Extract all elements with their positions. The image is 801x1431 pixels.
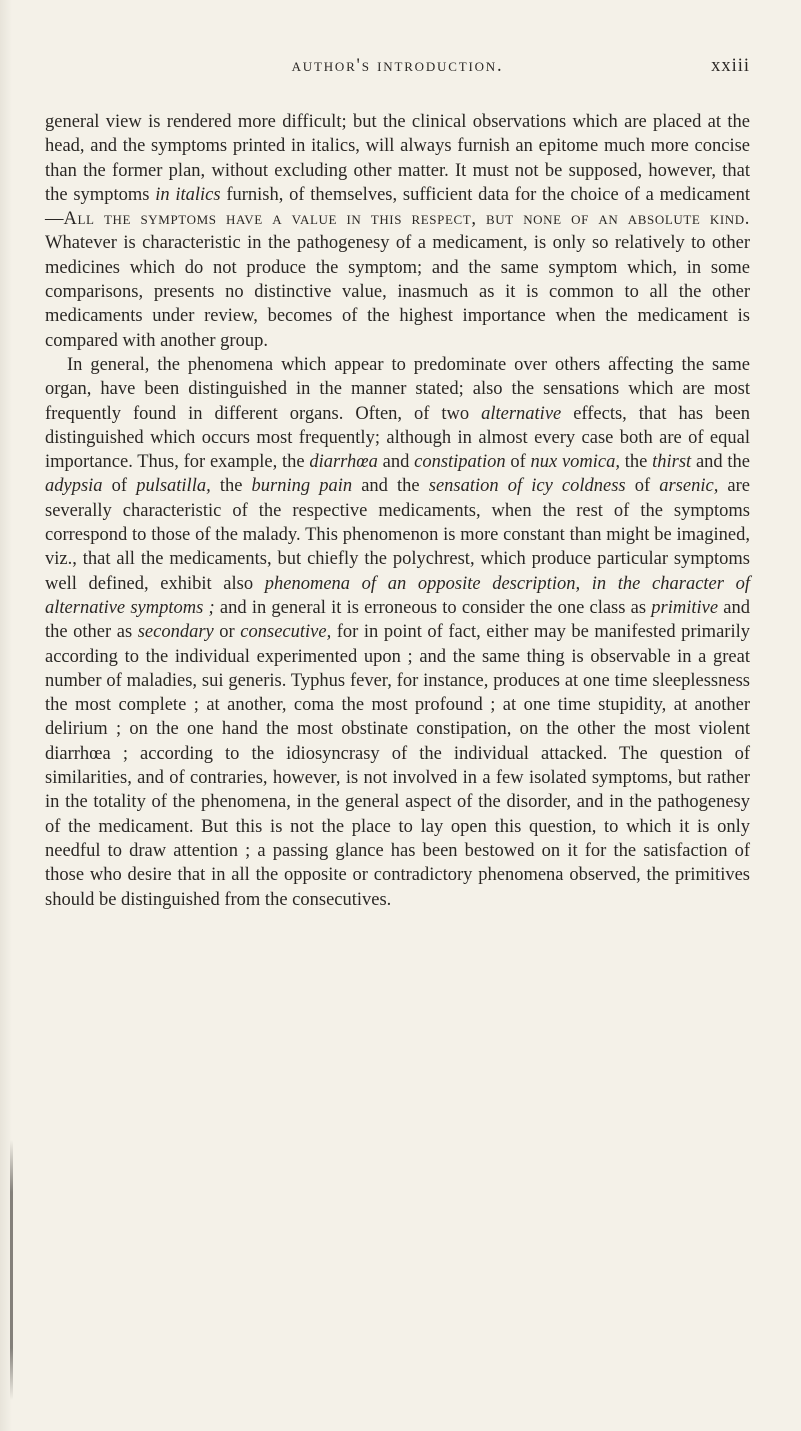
running-head bbox=[45, 56, 750, 86]
small-caps-emphasis: All the symptoms have a value in this respect, but none of an absolute kind. bbox=[63, 209, 750, 230]
text-run: and bbox=[377, 452, 415, 473]
italic-run: diarrhœa bbox=[309, 452, 378, 473]
italic-run: in italics bbox=[155, 184, 221, 205]
italic-run: arsenic, bbox=[659, 476, 719, 497]
text-run: and the bbox=[691, 452, 751, 473]
text-run: of bbox=[625, 476, 660, 497]
italic-run: burning pain bbox=[251, 476, 353, 497]
italic-run: sensation of icy coldness bbox=[428, 476, 626, 497]
text-run: of bbox=[505, 452, 531, 473]
italic-run: nux vomica, bbox=[530, 452, 621, 473]
paragraph-2 bbox=[45, 353, 750, 912]
body-text bbox=[45, 110, 750, 912]
page-number: xxiii bbox=[711, 56, 750, 76]
text-run: and the bbox=[352, 476, 429, 497]
italic-run: consecutive, bbox=[240, 622, 332, 643]
text-run: and in general it is erroneous to consider the one class as bbox=[214, 597, 652, 618]
text-run: general view is rendered more difficult; but the clinical observations which are placed at the head, and the symptoms printed in italics, will always furnish an epitome much more concise than the former plan, without excluding other matter. It must not be supposed, however, that the symptoms bbox=[45, 112, 750, 205]
italic-run: secondary bbox=[137, 622, 214, 643]
text-run: of bbox=[102, 476, 137, 497]
italic-run: primitive bbox=[651, 597, 719, 618]
paragraph-1 bbox=[45, 110, 750, 353]
italic-run: alternative bbox=[481, 403, 562, 424]
text-run: for in point of fact, either may be manifested primarily according to the individual experimented upon ; and the same thing is observable in a great number of maladies, sui generis. Typhus fever, for instance, produces at one time sleeplessness the most complete ; at another, coma the most profound ; at one time stupidity, at another delirium ; on the one hand the most obstinate constipation, on the other the most violent diarrhœa ; according to the idiosyncrasy of the individual attacked. The question of similarities, and of contraries, however, is not involved in a few isolated symptoms, but rather in the totality of the phenomena, in the general aspect of the disorder, and in the pathogenesy of the medicament. But this is not the place to lay open this question, to which it is only needful to draw attention ; a passing glance has been bestowed on it for the satisfaction of those who desire that in all the opposite or contradictory phenomena observed, the primitives should be distinguished from the consecutives. bbox=[45, 622, 750, 910]
text-run: Whatever is characteristic in the pathogenesy of a medicament, is only so relatively to other medicines which do not produce the symptom; and the same symptom which, in some comparisons, presents no distinctive value, inasmuch as it is common to all the other medicaments under review, becomes of the highest importance when the medicament is compared with another group. bbox=[45, 233, 750, 351]
binding-shadow-mark bbox=[10, 1140, 13, 1400]
italic-run: phenomena of an opposite description, in the character of alternative symptoms ; bbox=[45, 573, 750, 618]
italic-run: thirst bbox=[652, 452, 692, 473]
italic-run: constipation bbox=[414, 452, 506, 473]
text-run: or bbox=[213, 622, 241, 643]
text-run: In general, the phenomena which appear to predominate over others affecting the same organ, have been distinguished in the manner stated; also the sensations which are most frequently found in different organs. Often, of two bbox=[45, 354, 750, 424]
text-run: furnish, of themselves, sufficient data for the choice of a medicament— bbox=[45, 184, 750, 230]
text-run: and the other as bbox=[45, 597, 750, 643]
text-run: effects, that has been distinguished which occurs most frequently; although in almost every case both are of equal importance. Thus, for example, the bbox=[45, 403, 750, 473]
text-run: the bbox=[210, 476, 252, 497]
running-title: author's introduction. bbox=[291, 56, 504, 76]
text-run: are severally characteristic of the respective medicaments, when the rest of the symptoms correspond to those of the malady. This phenomenon is more constant than might be imagined, viz., that all the medicaments, but chiefly the polychrest, which produce particular symptoms well defined, exhibit also bbox=[45, 476, 751, 594]
italic-run: adypsia bbox=[45, 476, 103, 497]
text-run: the bbox=[620, 452, 653, 473]
book-page bbox=[45, 0, 750, 1431]
italic-run: pulsatilla, bbox=[136, 476, 211, 497]
